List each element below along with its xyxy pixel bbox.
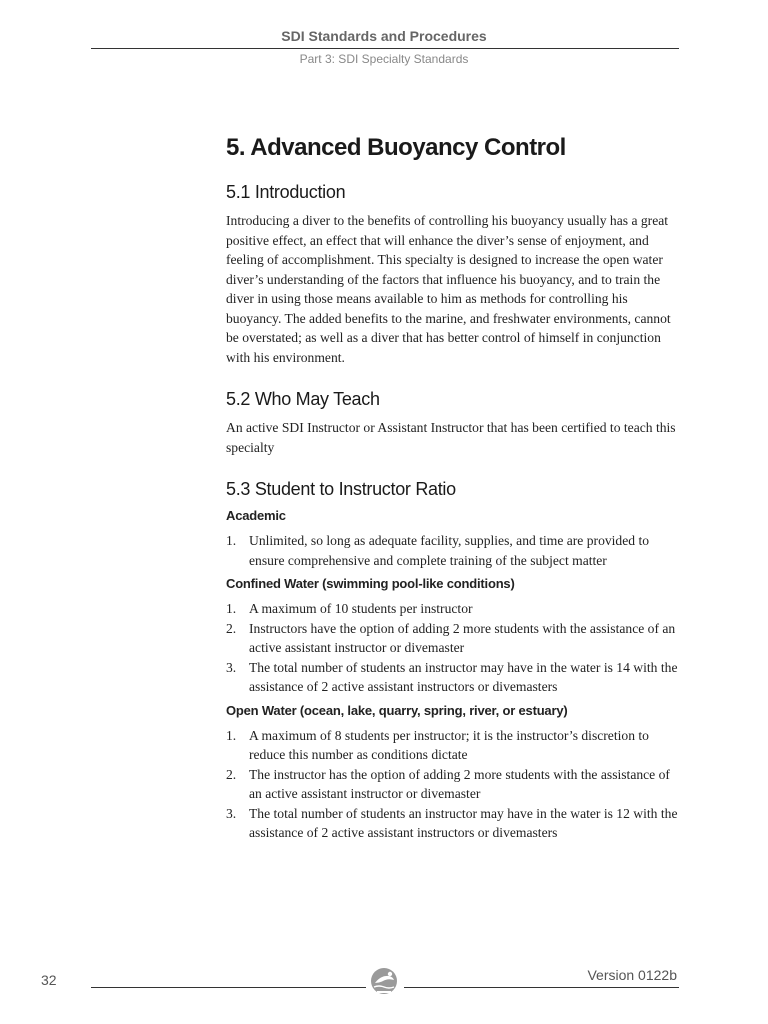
list-item [226, 599, 682, 619]
list-number: 1. [226, 727, 237, 743]
footer-divider-left [91, 987, 366, 988]
footer-divider-right [404, 987, 679, 988]
page-number: 32 [41, 972, 57, 988]
section-introduction [226, 182, 682, 367]
section-heading: 5.3 Student to Instructor Ratio [226, 479, 456, 499]
version-label: Version 0122b [587, 967, 677, 983]
subheading-confined-water: Confined Water (swimming pool-like conditions) [226, 576, 515, 591]
section-student-ratio [226, 479, 682, 843]
list-number: 3. [226, 659, 237, 675]
list-text: A maximum of 8 students per instructor; it is the instructor’s discretion to reduce this number as conditions dictate [249, 727, 649, 762]
section-body: An active SDI Instructor or Assistant Instructor that has been certified to teach this specialty [226, 420, 676, 455]
list-item [226, 658, 682, 697]
open-water-list [226, 726, 682, 843]
list-number: 2. [226, 620, 237, 636]
list-item [226, 531, 682, 570]
list-text: The instructor has the option of adding 2 more students with the assistance of an active assistant instructor or divemaster [249, 766, 670, 801]
list-text: Instructors have the option of adding 2 more students with the assistance of an active assistant instructor or divemaster [249, 620, 676, 655]
list-number: 1. [226, 533, 237, 548]
list-number: 3. [226, 805, 237, 821]
list-number: 2. [226, 766, 237, 782]
subheading-academic: Academic [226, 508, 286, 523]
list-text: A maximum of 10 students per instructor [249, 601, 473, 616]
list-text: The total number of students an instructor may have in the water is 14 with the assistance of 2 active assistant instructors or divemasters [249, 659, 678, 694]
header-title: SDI Standards and Procedures [281, 28, 487, 44]
chapter-title: 5. Advanced Buoyancy Control [226, 134, 566, 161]
header-divider [91, 48, 679, 49]
list-item [226, 804, 682, 843]
list-text: The total number of students an instructor may have in the water is 12 with the assistance of 2 active assistant instructors or divemasters [249, 805, 678, 840]
confined-water-list [226, 599, 682, 697]
subheading-open-water: Open Water (ocean, lake, quarry, spring, river, or estuary) [226, 702, 568, 718]
section-body: Introducing a diver to the benefits of controlling his buoyancy usually has a great positive effect, an effect that will enhance the diver’s sense of enjoyment, and feeling of accomplishment. This specialty is designed to increase the open water diver’s understanding of the factors that influence his buoyancy, and to train the diver in using those means available to him as methods for controlling his buoyancy. The added benefits to the marine, and freshwater environments, cannot be overstated; as well as a diver that has better control of himself in conjunction with his environment. [226, 213, 671, 365]
academic-list [226, 531, 682, 570]
section-heading: 5.1 Introduction [226, 182, 346, 202]
page-content [226, 134, 682, 849]
list-text: Unlimited, so long as adequate facility, supplies, and time are provided to ensure comprehensive and complete training of the subject matter [249, 533, 650, 568]
list-number: 1. [226, 601, 237, 616]
header-subtitle: Part 3: SDI Specialty Standards [299, 52, 469, 66]
section-heading: 5.2 Who May Teach [226, 389, 380, 409]
section-who-may-teach [226, 389, 682, 457]
sdi-diver-logo-icon [369, 966, 399, 996]
list-item [226, 765, 682, 804]
list-item [226, 726, 682, 765]
list-item [226, 619, 682, 658]
